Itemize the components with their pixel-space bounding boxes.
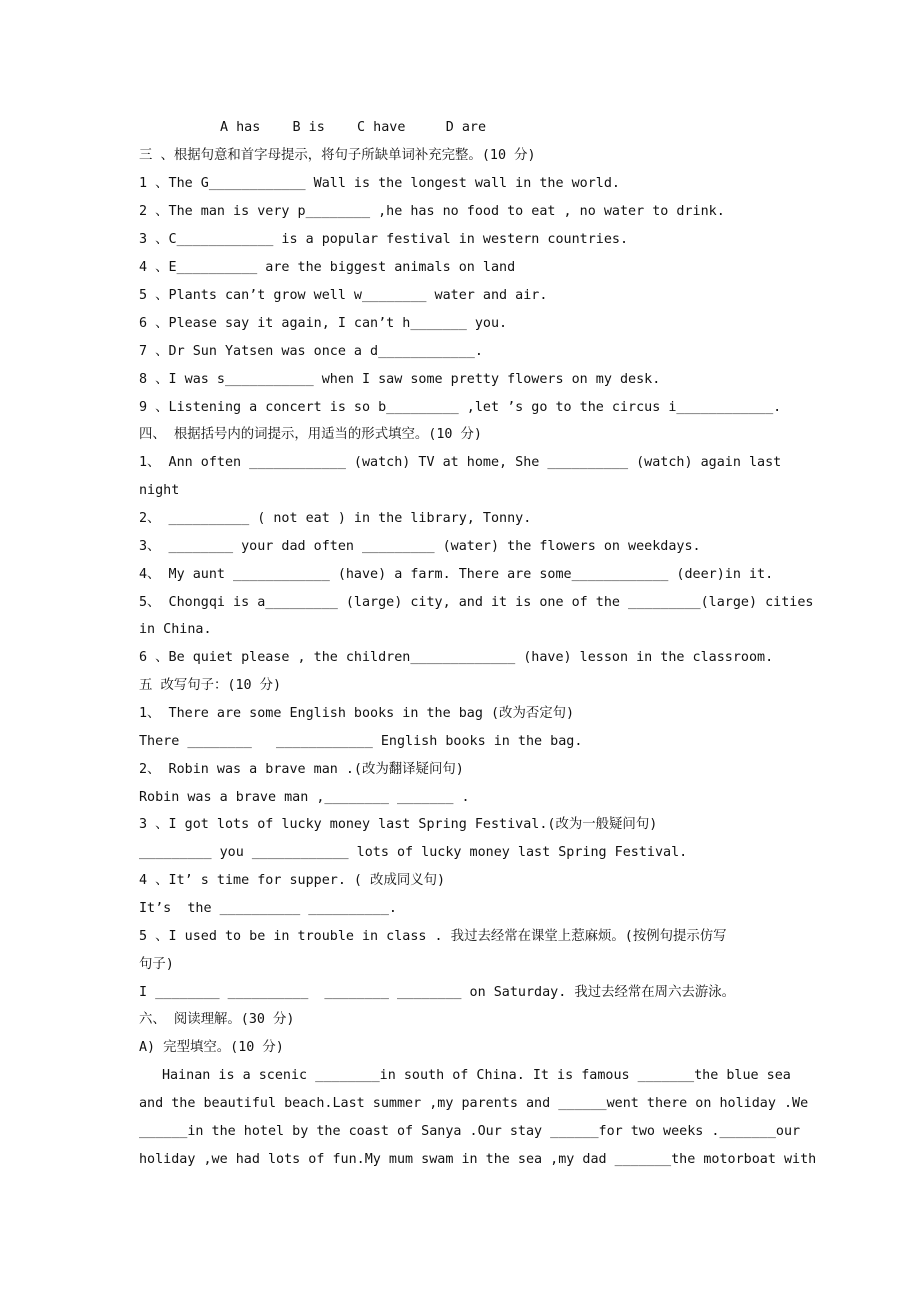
section-5-line: It’s the __________ __________. — [139, 901, 397, 916]
passage-line: Hainan is a scenic ________in south of China. It is famous _______the blue sea — [162, 1068, 791, 1083]
passage-line: and the beautiful beach.Last summer ,my parents and ______went there on holiday .We — [139, 1096, 809, 1111]
section-4-line: 1、 Ann often ____________ (watch) TV at home, She __________ (watch) again last — [139, 455, 782, 470]
section-5-line: 3 、I got lots of lucky money last Spring Festival.(改为一般疑问句) — [139, 817, 658, 832]
section-6-subtitle: A) 完型填空。(10 分) — [139, 1040, 284, 1055]
section-3-item: 6 、Please say it again, I can’t h_______ you. — [139, 316, 508, 331]
section-3-item: 2 、The man is very p________ ,he has no food to eat , no water to drink. — [139, 204, 725, 219]
section-4-title: 四、 根据括号内的词提示，用适当的形式填空。(10 分) — [139, 427, 482, 442]
section-5-line: 1、 There are some English books in the bag (改为否定句) — [139, 706, 575, 721]
section-5-line: I ________ __________ ________ ________ on Saturday. 我过去经常在周六去游泳。 — [139, 985, 736, 1000]
answer-options: A has B is C have D are — [220, 120, 487, 135]
section-4-line: 5、 Chongqi is a_________ (large) city, and it is one of the _________(large) cities — [139, 595, 814, 610]
section-5-line: 4 、It’ s time for supper. ( 改成同义句) — [139, 873, 446, 888]
section-3-item: 9 、Listening a concert is so b_________ ,let ’s go to the circus i____________. — [139, 400, 782, 415]
section-5-line: Robin was a brave man ,________ _______ . — [139, 790, 470, 805]
section-4-line: 2、 __________ ( not eat ) in the library, Tonny. — [139, 511, 532, 526]
section-3-item: 8 、I was s___________ when I saw some pretty flowers on my desk. — [139, 372, 661, 387]
section-5-line: 5 、I used to be in trouble in class . 我过去经常在课堂上惹麻烦。(按例句提示仿写 — [139, 929, 727, 944]
passage-line: holiday ,we had lots of fun.My mum swam in the sea ,my dad _______the motorboat with — [139, 1152, 817, 1167]
section-4-line: 6 、Be quiet please , the children_____________ (have) lesson in the classroom. — [139, 650, 774, 665]
section-3-item: 3 、C____________ is a popular festival in western countries. — [139, 232, 629, 247]
section-5-title: 五 改写句子：(10 分) — [139, 678, 282, 693]
section-3-item: 1 、The G____________ Wall is the longest wall in the world. — [139, 176, 620, 191]
section-4-line: 3、 ________ your dad often _________ (water) the flowers on weekdays. — [139, 539, 701, 554]
section-5-line: 2、 Robin was a brave man .(改为翻译疑问句) — [139, 762, 464, 777]
section-5-line: 句子) — [139, 957, 174, 972]
section-4-line: in China. — [139, 622, 212, 637]
section-3-item: 7 、Dr Sun Yatsen was once a d____________. — [139, 344, 483, 359]
section-3-item: 4 、E__________ are the biggest animals on land — [139, 260, 516, 275]
section-6-title: 六、 阅读理解。(30 分) — [139, 1012, 295, 1027]
section-5-line: There ________ ____________ English books in the bag. — [139, 734, 583, 749]
section-3-item: 5 、Plants can’t grow well w________ water and air. — [139, 288, 548, 303]
section-4-line: 4、 My aunt ____________ (have) a farm. There are some____________ (deer)in it. — [139, 567, 774, 582]
section-3-title: 三 、根据句意和首字母提示，将句子所缺单词补充完整。(10 分) — [139, 148, 536, 163]
section-5-line: _________ you ____________ lots of lucky money last Spring Festival. — [139, 845, 688, 860]
section-4-line: night — [139, 483, 180, 498]
passage-line: ______in the hotel by the coast of Sanya .Our stay ______for two weeks ._______our — [139, 1124, 801, 1139]
